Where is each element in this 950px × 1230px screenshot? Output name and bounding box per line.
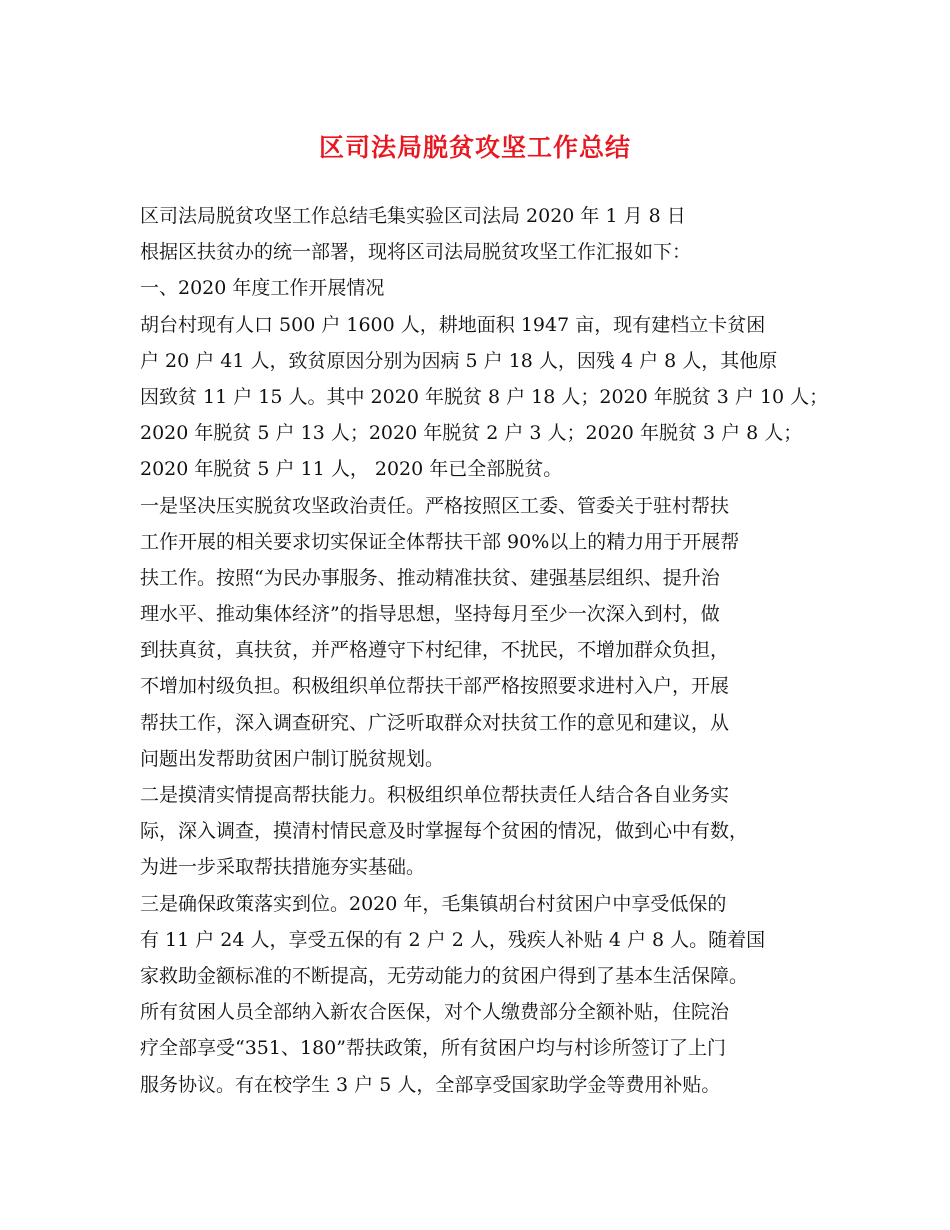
body-line: 所有贫困人员全部纳入新农合医保，对个人缴费部分全额补贴，住院治 — [140, 1001, 730, 1024]
body-line: 疗全部享受“351、180”帮扶政策，所有贫困户均与村诊所签订了上门 — [140, 1037, 726, 1060]
document-body — [140, 198, 830, 1103]
section-heading: 一、2020 年度工作开展情况 — [140, 277, 385, 300]
body-line: 因致贫 11 户 15 人。其中 2020 年脱贫 8 户 18 人；2020 年脱贫 3 户 10 人； — [140, 385, 829, 408]
body-line: 理水平、推动集体经济”的指导思想，坚持每月至少一次深入到村，做 — [140, 603, 720, 626]
body-line: 有 11 户 24 人，享受五保的有 2 户 2 人，残疾人补贴 4 户 8 人。随着国 — [140, 928, 766, 951]
body-line: 一是坚决压实脱贫攻坚政治责任。严格按照区工委、管委关于驻村帮扶 — [140, 494, 730, 517]
body-line: 二是摸清实情提高帮扶能力。积极组织单位帮扶责任人结合各自业务实 — [140, 784, 730, 806]
body-line: 2020 年脱贫 5 户 11 人， 2020 年已全部脱贫。 — [140, 458, 563, 481]
body-line: 扶工作。按照“为民办事服务、推动精准扶贫、建强基层组织、提升治 — [140, 566, 720, 589]
body-line: 际，深入调查，摸清村情民意及时掌握每个贫困的情况，做到心中有数， — [140, 820, 749, 843]
body-line: 为进一步采取帮扶措施夯实基础。 — [140, 856, 426, 879]
body-line: 胡台村现有人口 500 户 1600 人，耕地面积 1947 亩，现有建档立卡贫困 — [140, 313, 766, 336]
body-line: 服务协议。有在校学生 3 户 5 人，全部享受国家助学金等费用补贴。 — [140, 1073, 721, 1096]
body-line: 2020 年脱贫 5 户 13 人；2020 年脱贫 2 户 3 人；2020 年脱贫 3 户 8 人； — [140, 422, 803, 445]
body-line: 根据区扶贫办的统一部署，现将区司法局脱贫攻坚工作汇报如下： — [140, 241, 692, 264]
body-line: 到扶真贫，真扶贫，并严格遵守下村纪律，不扰民，不增加群众负担， — [140, 639, 730, 662]
body-line: 不增加村级负担。积极组织单位帮扶干部严格按照要求进村入户，开展 — [140, 675, 730, 698]
body-line: 户 20 户 41 人，致贫原因分别为因病 5 户 18 人，因残 4 户 8 人，其他原 — [140, 349, 778, 372]
body-line: 帮扶工作，深入调查研究、广泛听取群众对扶贫工作的意见和建议，从 — [140, 711, 730, 734]
body-line: 区司法局脱贫攻坚工作总结毛集实验区司法局 2020 年 1 月 8 日 — [140, 205, 686, 227]
body-line: 工作开展的相关要求切实保证全体帮扶干部 90%以上的精力用于开展帮 — [140, 530, 740, 553]
body-line: 问题出发帮助贫困户制订脱贫规划。 — [140, 747, 445, 770]
body-line: 三是确保政策落实到位。2020 年，毛集镇胡台村贫困户中享受低保的 — [140, 892, 727, 915]
body-line: 家救助金额标准的不断提高，无劳动能力的贫困户得到了基本生活保障。 — [140, 964, 749, 987]
document-title: 区司法局脱贫攻坚工作总结 — [318, 133, 631, 162]
